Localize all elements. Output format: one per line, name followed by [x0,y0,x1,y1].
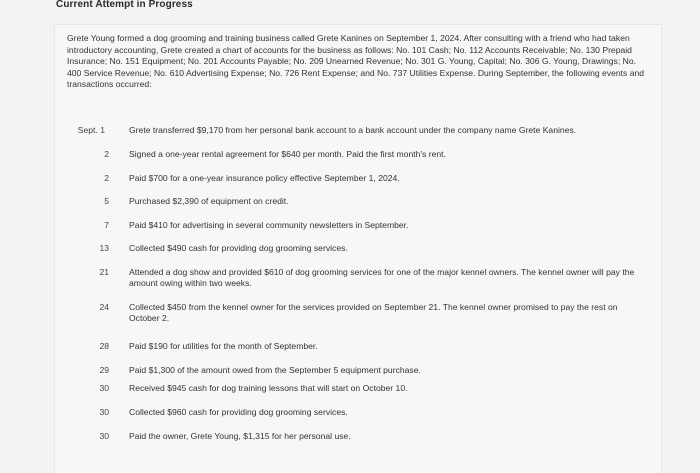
transaction-date: 2 [104,173,109,183]
problem-intro: Grete Young formed a dog grooming and training business called Grete Kanines on September 1, 2024. After consulting with a friend who had taken introductory accounting, Grete created a chart of accounts for the business as follows: No. 101 Cash; No. 112 Accounts Receivable; No. 130 Prepaid Insurance; No. 151 Equipment; No. 201 Accounts Payable; No. 209 Unearned Revenue; No. 301 G. Young, Capital; No. 306 G. Young, Drawings; No. 400 Service Revenue; No. 610 Advertising Expense; No. 726 Rent Expense; and No. 737 Utilities Expense. During September, the following events and transactions occurred: [67,33,645,89]
transaction-date: 30 [99,431,109,441]
transaction-date: 2 [104,149,109,159]
problem-panel [54,24,662,473]
transaction-date: 13 [99,243,109,253]
transaction-description: Collected $490 cash for providing dog grooming services. [129,243,348,253]
transaction-description: Paid $410 for advertising in several community newsletters in September. [129,220,409,230]
transaction-date: 7 [104,220,109,230]
transaction-date: 5 [104,196,109,206]
transaction-description: Paid $1,300 of the amount owed from the September 5 equipment purchase. [129,365,421,375]
transaction-date: 28 [99,341,109,351]
transaction-date: Sept. 1 [77,125,105,135]
transaction-description: Collected $960 cash for providing dog grooming services. [129,407,348,417]
transaction-description: Collected $450 from the kennel owner for the services provided on September 21. The kennel owner promised to pay the rest on October 2. [129,302,618,323]
transaction-description: Signed a one-year rental agreement for $640 per month. Paid the first month's rent. [129,149,446,159]
transaction-date: 30 [99,383,109,393]
transaction-description: Paid $700 for a one-year insurance policy effective September 1, 2024. [129,173,400,183]
transaction-description: Received $945 cash for dog training lessons that will start on October 10. [129,383,408,393]
transaction-date: 29 [99,365,109,375]
header-bar [0,0,700,12]
transaction-date: 30 [99,407,109,417]
transaction-description: Grete transferred $9,170 from her personal bank account to a bank account under the company name Grete Kanines. [129,125,577,135]
attempt-status-title: Current Attempt in Progress [56,0,193,10]
transaction-description: Paid $190 for utilities for the month of September. [129,341,318,351]
transaction-date: 21 [99,267,109,277]
transaction-description: Paid the owner, Grete Young, $1,315 for her personal use. [129,431,351,441]
transaction-date: 24 [99,302,109,312]
transaction-description: Purchased $2,390 of equipment on credit. [129,196,289,206]
transaction-description: Attended a dog show and provided $610 of dog grooming services for one of the major kennel owners. The kennel owner will pay the amount owing within two weeks. [129,267,635,288]
